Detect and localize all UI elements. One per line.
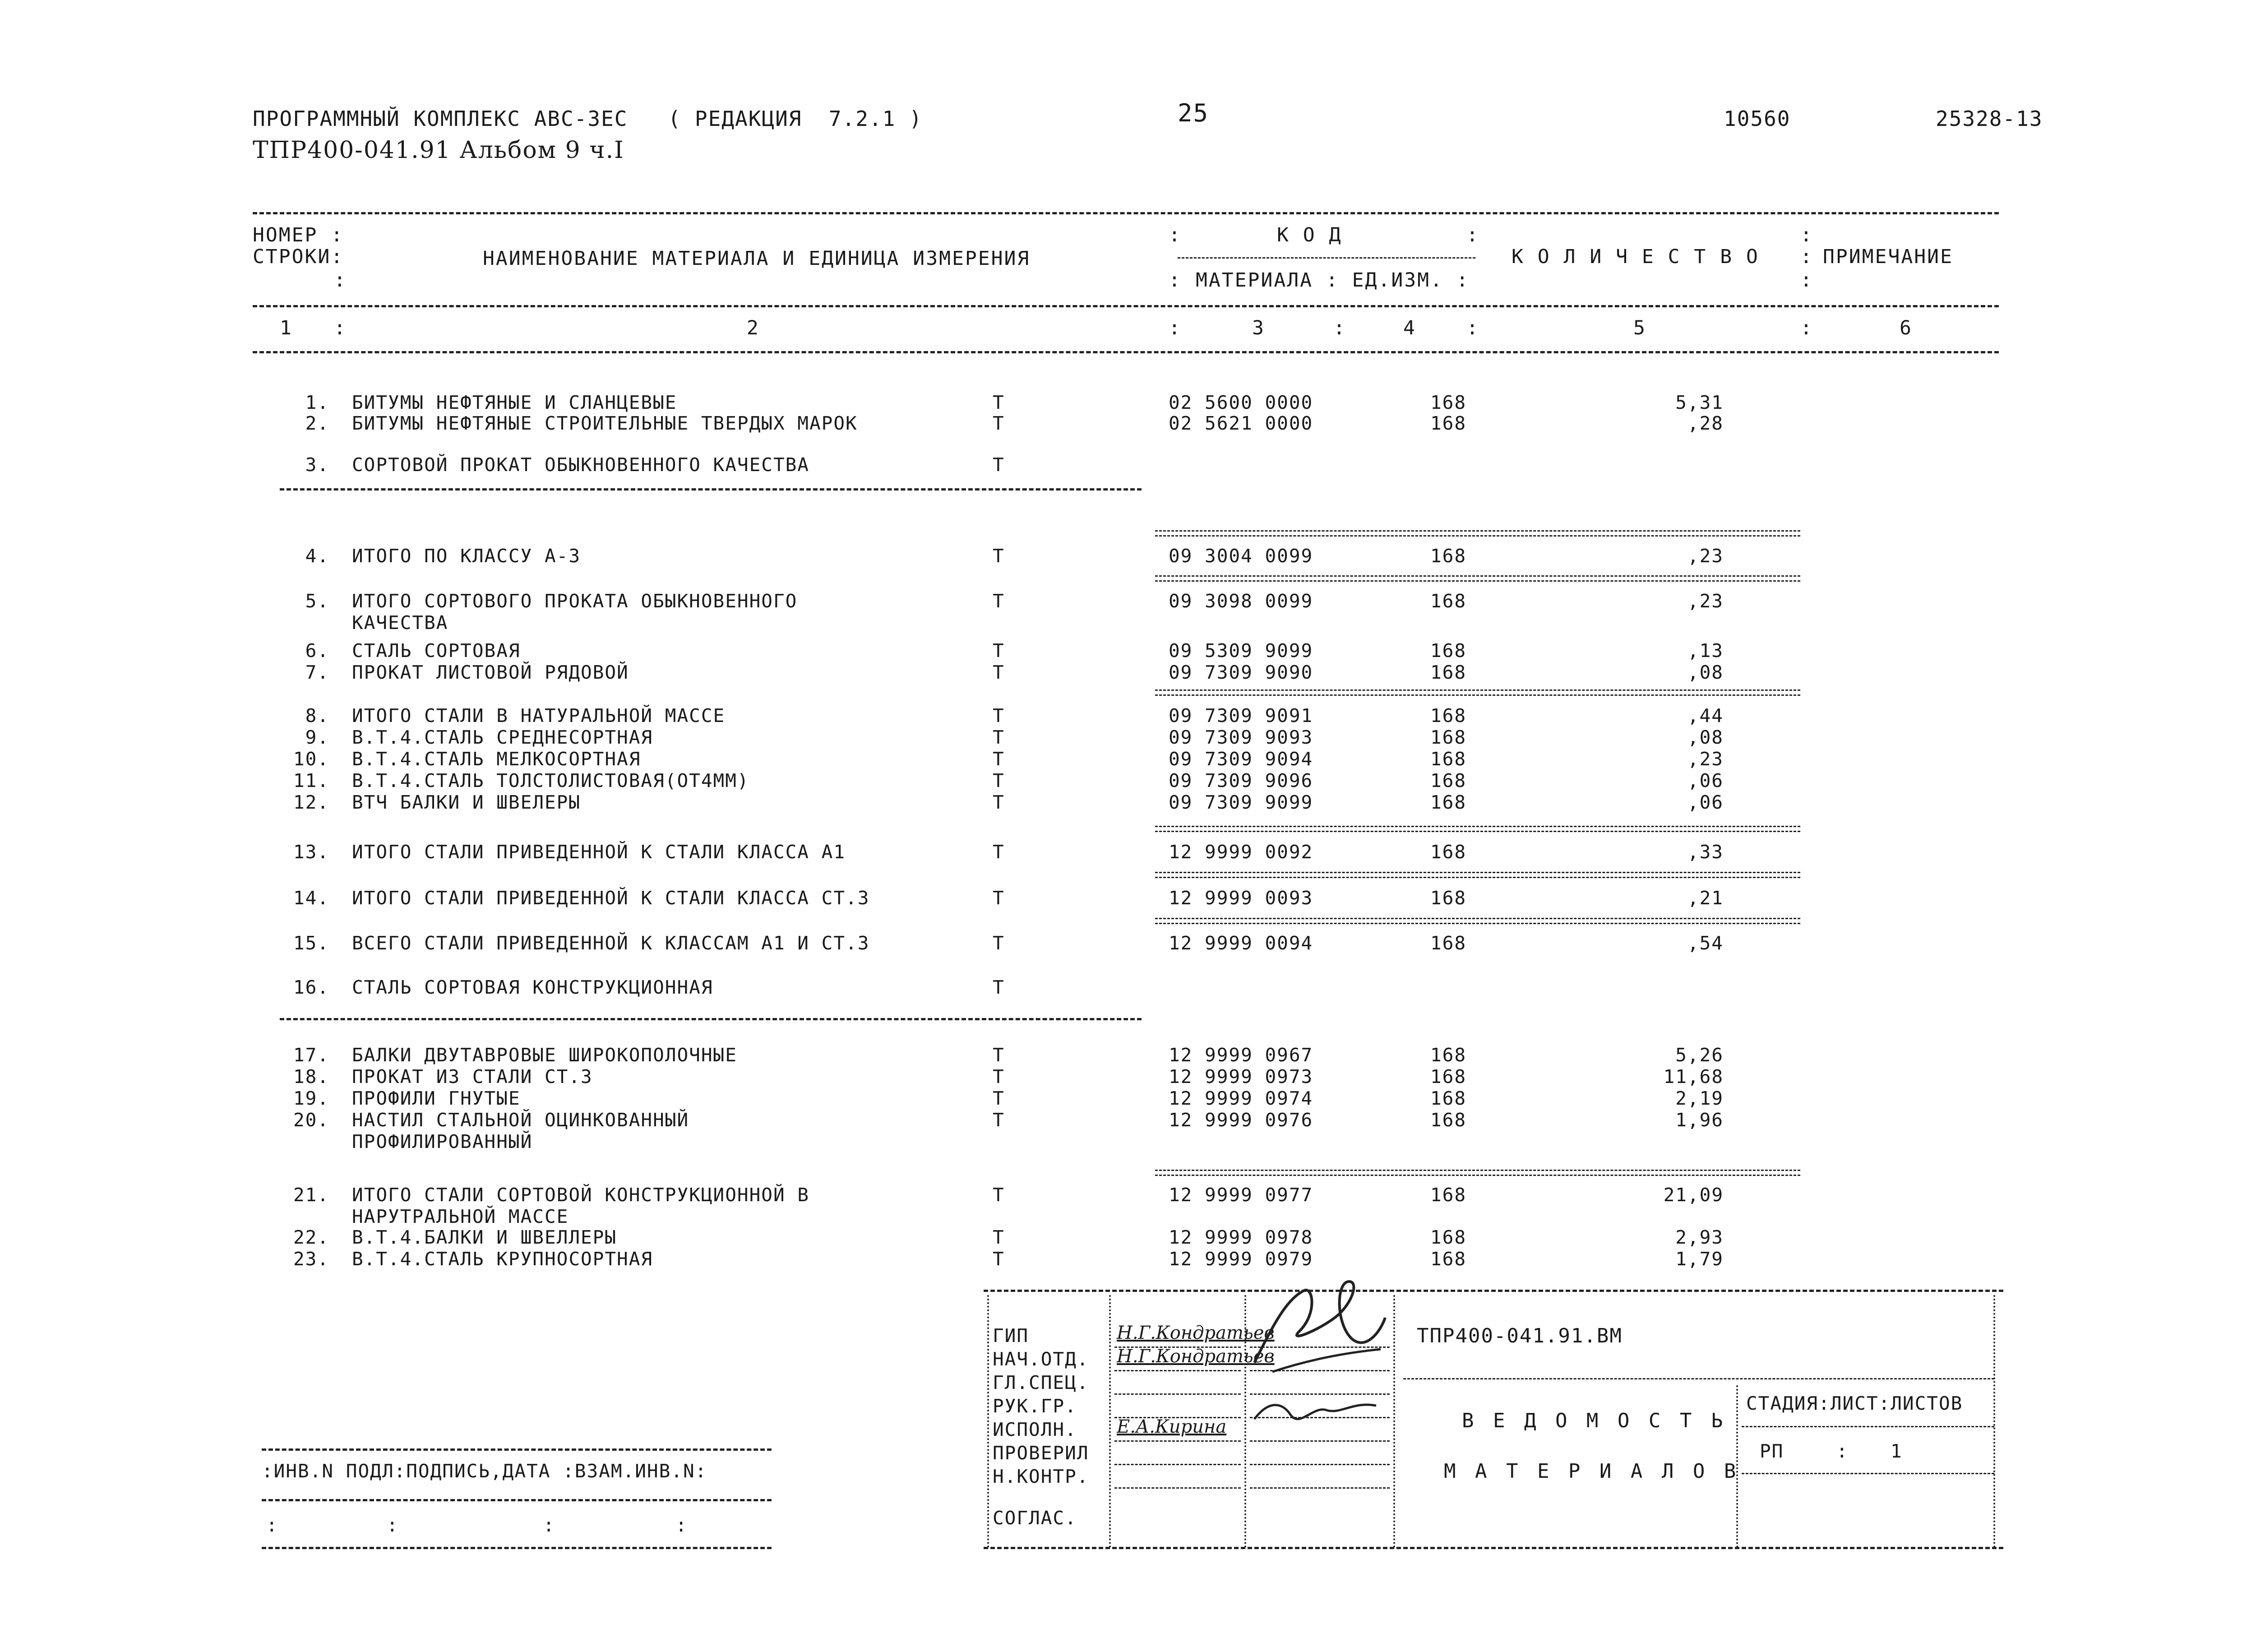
stamp-role: Н.КОНТР. [993, 1466, 1089, 1487]
row-code: 09 7309 9091 [1169, 705, 1313, 727]
inv-cells: : : : : [266, 1514, 688, 1536]
row-uom: 168 [1430, 791, 1467, 813]
row-name: В.Т.4.СТАЛЬ ТОЛСТОЛИСТОВАЯ(ОТ4ММ) [352, 770, 749, 791]
row-name-continued: КАЧЕСТВА [352, 612, 448, 634]
row-number: 13. [293, 841, 329, 863]
stamp-role: ГЛ.СПЕЦ. [993, 1372, 1089, 1393]
row-code: 12 9999 0092 [1169, 841, 1313, 863]
row-quantity: ,44 [1687, 705, 1724, 727]
stamp-sheet: 1 [1891, 1440, 1903, 1462]
row-unit: Т [993, 454, 1005, 476]
hdr-colon-d: : [1800, 224, 1813, 246]
row-unit: Т [993, 590, 1005, 612]
total-rule-13 [1155, 826, 1800, 832]
row-unit: Т [993, 705, 1005, 727]
row-name: ПРОКАТ ЛИСТОВОЙ РЯДОВОЙ [352, 662, 629, 683]
row-number: 16. [293, 976, 329, 998]
row-number: 21. [293, 1184, 329, 1206]
row-unit: Т [993, 1109, 1005, 1131]
stamp-bottom-rule [984, 1547, 2003, 1549]
row-name: СОРТОВОЙ ПРОКАТ ОБЫКНОВЕННОГО КАЧЕСТВА [352, 454, 809, 476]
col-num-6: 6 [1900, 317, 1911, 339]
row-uom: 168 [1430, 1044, 1467, 1066]
total-rule-4 [1155, 530, 1800, 537]
row-name: В.Т.4.СТАЛЬ МЕЛКОСОРТНАЯ [352, 748, 641, 770]
col-sep-3: : [1333, 317, 1345, 339]
row-number: 19. [293, 1087, 329, 1109]
row-uom: 168 [1430, 705, 1467, 727]
stamp-col-name [1109, 1295, 1111, 1548]
row-unit: Т [993, 932, 1005, 954]
row-number: 18. [293, 1066, 329, 1087]
row-uom: 168 [1430, 1066, 1467, 1087]
row-unit: Т [993, 791, 1005, 813]
row-unit: Т [993, 748, 1005, 770]
row-uom: 168 [1430, 412, 1467, 434]
row-name: ИТОГО СТАЛИ ПРИВЕДЕННОЙ К СТАЛИ КЛАССА СТ.3 [352, 887, 870, 909]
stamp-role: РУК.ГР. [993, 1395, 1077, 1417]
hdr-colon-a: : [1169, 224, 1182, 246]
archive-code: 10560 [1724, 106, 1791, 131]
row-name: ИТОГО СТАЛИ ПРИВЕДЕННОЙ К СТАЛИ КЛАССА А1 [352, 841, 846, 863]
row-code: 12 9999 0967 [1169, 1044, 1313, 1066]
stamp-signer-name: Е.А.Кирина [1117, 1416, 1227, 1437]
row-unit: Т [993, 1066, 1005, 1087]
row-code: 09 7309 9093 [1169, 727, 1313, 748]
row-name: СТАЛЬ СОРТОВАЯ [352, 640, 521, 662]
col-sep-4: : [1466, 317, 1478, 339]
row-code: 02 5600 0000 [1169, 392, 1313, 413]
hdr-colon-c: : [1169, 269, 1182, 292]
stamp-stage-rule-2 [1742, 1473, 1994, 1474]
row-name: ИТОГО СОРТОВОГО ПРОКАТА ОБЫКНОВЕННОГО [352, 590, 798, 612]
row-code: 12 9999 0977 [1169, 1184, 1313, 1206]
stamp-signer-name: Н.Г.Кондратьев [1117, 1323, 1275, 1343]
stamp-sign-line [1114, 1370, 1241, 1371]
row-quantity: 21,09 [1663, 1184, 1724, 1206]
row-name-continued: НАРУТРАЛЬНОЙ МАССЕ [352, 1206, 569, 1227]
row-quantity: ,08 [1687, 662, 1724, 683]
inv-header: :ИНВ.N ПОДЛ:ПОДПИСЬ,ДАТА :ВЗАМ.ИНВ.N: [262, 1460, 707, 1482]
inv-bottom-rule [262, 1547, 772, 1549]
row-quantity: ,06 [1687, 791, 1724, 813]
row-uom: 168 [1430, 887, 1467, 909]
row-number: 2. [305, 412, 329, 434]
row-number: 20. [293, 1109, 329, 1131]
row-name: ВСЕГО СТАЛИ ПРИВЕДЕННОЙ К КЛАССАМ А1 И СТ.3 [352, 932, 870, 954]
row-uom: 168 [1430, 1087, 1467, 1109]
col-num-3: 3 [1252, 317, 1264, 339]
row-number: 1. [305, 392, 329, 413]
row-code: 09 7309 9094 [1169, 748, 1313, 770]
row-name: БАЛКИ ДВУТАВРОВЫЕ ШИРОКОПОЛОЧНЫЕ [352, 1044, 737, 1066]
row-name: ИТОГО ПО КЛАССУ А-3 [352, 545, 581, 567]
stamp-stage-rule-1 [1742, 1426, 1994, 1427]
row-number: 11. [293, 770, 329, 791]
document-id: 25328-13 [1936, 106, 2043, 131]
total-rule-8 [1155, 689, 1800, 696]
stamp-top-rule [984, 1290, 2003, 1292]
inv-top-rule [262, 1448, 772, 1451]
album-label: ТПР400-041.91 Альбом 9 ч.I [253, 137, 624, 164]
row-name-continued: ПРОФИЛИРОВАННЫЙ [352, 1131, 533, 1152]
col-sep-1: : [334, 317, 346, 339]
hdr-note: ПРИМЕЧАНИЕ [1823, 245, 1953, 268]
row-quantity: 5,26 [1675, 1044, 1724, 1066]
row-uom: 168 [1430, 1226, 1467, 1248]
row-name: НАСТИЛ СТАЛЬНОЙ ОЦИНКОВАННЫЙ [352, 1109, 689, 1131]
hdr-bottom-rule [253, 351, 1999, 353]
row-quantity: ,13 [1687, 640, 1724, 662]
hdr-row-number-1: НОМЕР : [253, 224, 344, 246]
row-uom: 168 [1430, 640, 1467, 662]
row-name: БИТУМЫ НЕФТЯНЫЕ И СЛАНЦЕВЫЕ [352, 392, 677, 413]
stamp-role: НАЧ.ОТД. [993, 1348, 1089, 1370]
total-rule-15 [1155, 918, 1800, 924]
row-name: БИТУМЫ НЕФТЯНЫЕ СТРОИТЕЛЬНЫЕ ТВЕРДЫХ МАРОК [352, 412, 858, 434]
row-code: 12 9999 0979 [1169, 1248, 1313, 1270]
stamp-role: ГИП [993, 1325, 1029, 1347]
row-name: В.Т.4.БАЛКИ И ШВЕЛЛЕРЫ [352, 1226, 617, 1248]
stamp-code-rule [1403, 1378, 1994, 1379]
row-quantity: 1,96 [1675, 1109, 1724, 1131]
row-code: 12 9999 0973 [1169, 1066, 1313, 1087]
section-rule-3 [280, 488, 1142, 491]
row-code: 02 5621 0000 [1169, 412, 1313, 434]
stamp-sign-line [1250, 1464, 1390, 1465]
stamp-stage: РП [1760, 1440, 1784, 1462]
row-unit: Т [993, 841, 1005, 863]
row-number: 17. [293, 1044, 329, 1066]
row-quantity: ,54 [1687, 932, 1724, 954]
row-unit: Т [993, 412, 1005, 434]
row-uom: 168 [1430, 392, 1467, 413]
row-number: 6. [305, 640, 329, 662]
row-code: 09 7309 9099 [1169, 791, 1313, 813]
stamp-title-1: В Е Д О М О С Т Ь [1462, 1409, 1727, 1432]
inv-mid-rule [262, 1499, 772, 1501]
row-name: ВТЧ БАЛКИ И ШВЕЛЕРЫ [352, 791, 581, 813]
col-num-1: 1 [280, 317, 291, 339]
stamp-title-2: М А Т Е Р И А Л О В [1444, 1460, 1740, 1483]
stamp-right-edge [1993, 1295, 1995, 1548]
row-uom: 168 [1430, 1248, 1467, 1270]
row-number: 10. [293, 748, 329, 770]
row-name: ПРОФИЛИ ГНУТЫЕ [352, 1087, 521, 1109]
stamp-role: ИСПОЛН. [993, 1419, 1077, 1440]
row-uom: 168 [1430, 590, 1467, 612]
row-name: В.Т.4.СТАЛЬ СРЕДНЕСОРТНАЯ [352, 727, 653, 748]
stamp-sign-line [1250, 1487, 1390, 1489]
row-number: 12. [293, 791, 329, 813]
row-code: 12 9999 0974 [1169, 1087, 1313, 1109]
hdr-code: К О Д [1277, 224, 1342, 246]
row-number: 5. [305, 590, 329, 612]
row-code: 12 9999 0978 [1169, 1226, 1313, 1248]
row-unit: Т [993, 1184, 1005, 1206]
row-code: 09 3004 0099 [1169, 545, 1313, 567]
hdr-mid-rule [253, 305, 1999, 307]
total-rule-21 [1155, 1170, 1800, 1176]
row-uom: 168 [1430, 545, 1467, 567]
row-number: 4. [305, 545, 329, 567]
row-number: 9. [305, 727, 329, 748]
row-uom: 168 [1430, 1184, 1467, 1206]
stamp-sign-line [1250, 1440, 1390, 1442]
row-unit: Т [993, 887, 1005, 909]
row-uom: 168 [1430, 841, 1467, 863]
row-quantity: ,23 [1687, 590, 1724, 612]
row-name: В.Т.4.СТАЛЬ КРУПНОСОРТНАЯ [352, 1248, 653, 1270]
row-unit: Т [993, 770, 1005, 791]
row-unit: Т [993, 545, 1005, 567]
col-sep-2: : [1169, 317, 1180, 339]
hdr-colon-e: : [1800, 245, 1813, 268]
hdr-quantity: К О Л И Ч Е С Т В О [1512, 245, 1759, 268]
row-quantity: ,23 [1687, 748, 1724, 770]
program-title: ПРОГРАММНЫЙ КОМПЛЕКС АВС-3ЕС ( РЕДАКЦИЯ 7.2.1 ) [253, 106, 923, 131]
table-top-rule [253, 212, 1999, 214]
row-quantity: 2,93 [1675, 1226, 1724, 1248]
stamp-left-edge [987, 1295, 989, 1548]
row-quantity: ,08 [1687, 727, 1724, 748]
row-quantity: ,33 [1687, 841, 1724, 863]
col-sep-5: : [1800, 317, 1812, 339]
row-code: 09 7309 9090 [1169, 662, 1313, 683]
hdr-colon-f: : [1800, 269, 1813, 292]
row-unit: Т [993, 662, 1005, 683]
stamp-role: СОГЛАС. [993, 1507, 1077, 1529]
row-number: 14. [293, 887, 329, 909]
col-num-2: 2 [747, 317, 758, 339]
stamp-signer-name: Н.Г.Кондратьев [1117, 1346, 1275, 1367]
row-quantity: 2,19 [1675, 1087, 1724, 1109]
stamp-sign-line [1114, 1464, 1241, 1465]
row-unit: Т [993, 727, 1005, 748]
row-number: 23. [293, 1248, 329, 1270]
row-uom: 168 [1430, 662, 1467, 683]
stamp-sign-line [1114, 1487, 1241, 1489]
row-uom: 168 [1430, 932, 1467, 954]
row-number: 22. [293, 1226, 329, 1248]
row-uom: 168 [1430, 727, 1467, 748]
row-code: 09 5309 9099 [1169, 640, 1313, 662]
row-unit: Т [993, 640, 1005, 662]
hdr-colon-b: : [1466, 224, 1479, 246]
row-code: 09 3098 0099 [1169, 590, 1313, 612]
row-unit: Т [993, 1226, 1005, 1248]
stamp-stage-sep: : [1836, 1440, 1849, 1462]
row-quantity: ,21 [1687, 887, 1724, 909]
row-uom: 168 [1430, 748, 1467, 770]
hdr-material-name: НАИМЕНОВАНИЕ МАТЕРИАЛА И ЕДИНИЦА ИЗМЕРЕНИЯ [483, 247, 1031, 270]
row-unit: Т [993, 976, 1005, 998]
total-rule-5 [1155, 575, 1800, 582]
row-number: 3. [305, 454, 329, 476]
stamp-sign-line [1114, 1393, 1241, 1395]
row-uom: 168 [1430, 770, 1467, 791]
row-name: ИТОГО СТАЛИ СОРТОВОЙ КОНСТРУКЦИОННОЙ В [352, 1184, 809, 1206]
row-name: СТАЛЬ СОРТОВАЯ КОНСТРУКЦИОННАЯ [352, 976, 713, 998]
col-num-4: 4 [1403, 317, 1415, 339]
row-quantity: ,06 [1687, 770, 1724, 791]
row-number: 7. [305, 662, 329, 683]
row-unit: Т [993, 1044, 1005, 1066]
section-rule-16 [280, 1018, 1142, 1020]
row-unit: Т [993, 392, 1005, 413]
row-quantity: ,28 [1687, 412, 1724, 434]
row-code: 12 9999 0976 [1169, 1109, 1313, 1131]
stamp-doc-code: ТПР400-041.91.ВМ [1417, 1324, 1623, 1347]
row-number: 8. [305, 705, 329, 727]
hdr-row-number-3: : [334, 269, 347, 292]
col-num-5: 5 [1633, 317, 1645, 339]
page-number: 25 [1178, 99, 1209, 127]
row-code: 12 9999 0094 [1169, 932, 1313, 954]
row-quantity: 5,31 [1675, 392, 1724, 413]
row-code: 12 9999 0093 [1169, 887, 1313, 909]
total-rule-14 [1155, 872, 1800, 878]
row-quantity: 1,79 [1675, 1248, 1724, 1270]
signature-ispoln [1250, 1392, 1385, 1433]
row-number: 15. [293, 932, 329, 954]
stamp-sign-line [1114, 1440, 1241, 1442]
hdr-code-rule [1178, 257, 1475, 259]
row-uom: 168 [1430, 1109, 1467, 1131]
hdr-code-sub: МАТЕРИАЛА : ЕД.ИЗМ. : [1196, 269, 1470, 292]
row-code: 09 7309 9096 [1169, 770, 1313, 791]
stamp-stage-header: СТАДИЯ:ЛИСТ:ЛИСТОВ [1746, 1393, 1963, 1414]
row-name: ИТОГО СТАЛИ В НАТУРАЛЬНОЙ МАССЕ [352, 705, 726, 727]
row-unit: Т [993, 1087, 1005, 1109]
stamp-role: ПРОВЕРИЛ [993, 1442, 1089, 1464]
row-quantity: 11,68 [1663, 1066, 1724, 1087]
signature-gip [1245, 1273, 1394, 1381]
row-name: ПРОКАТ ИЗ СТАЛИ СТ.3 [352, 1066, 593, 1087]
row-quantity: ,23 [1687, 545, 1724, 567]
hdr-row-number-2: СТРОКИ: [253, 245, 344, 268]
row-unit: Т [993, 1248, 1005, 1270]
